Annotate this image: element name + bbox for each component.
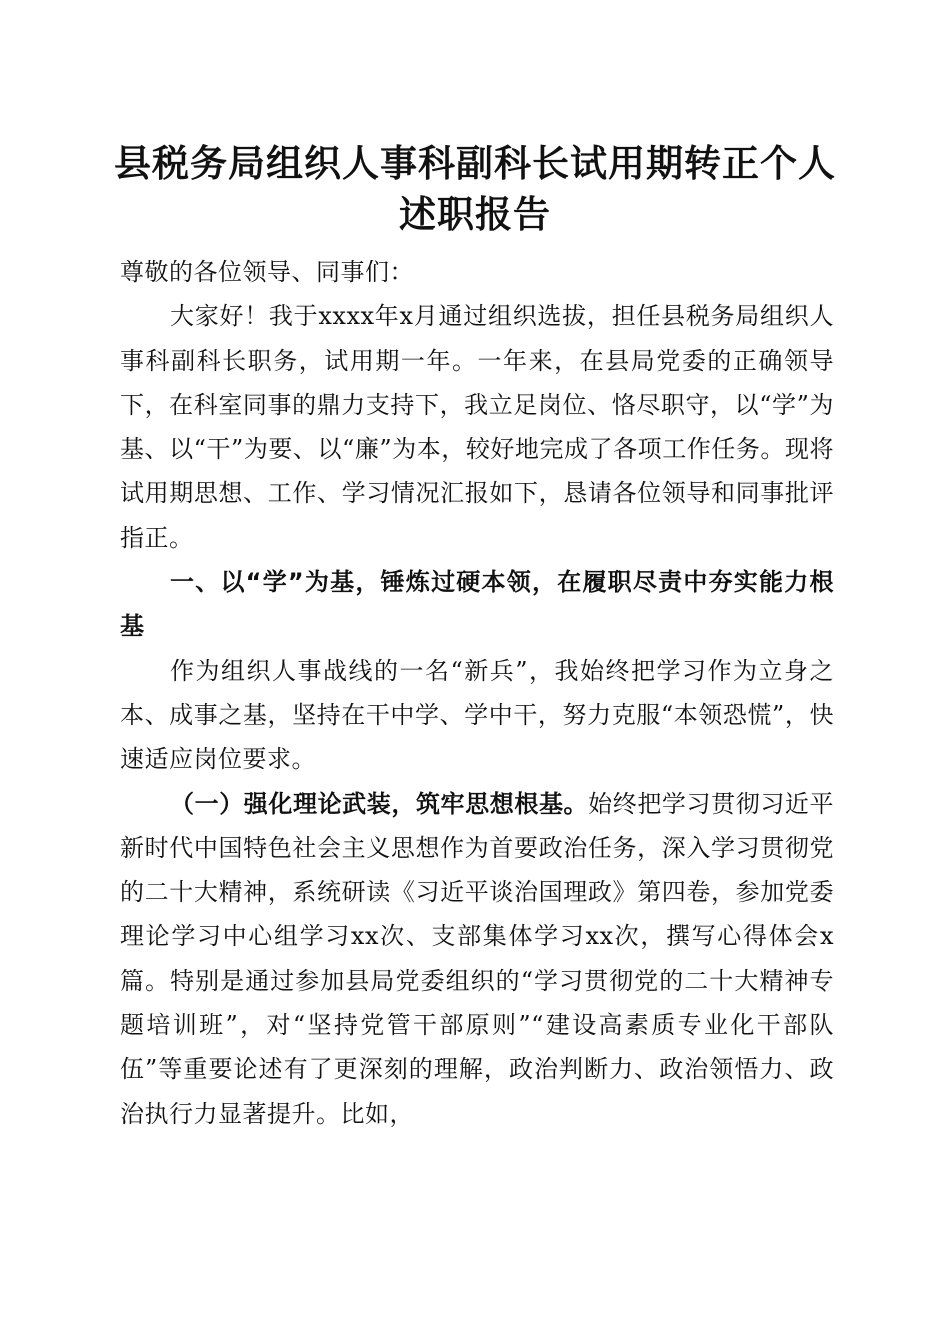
subsection-heading: （一）强化理论武装，筑牢思想根基。 [170, 788, 589, 818]
intro-paragraph: 大家好！我于xxxx年x月通过组织选拔，担任县税务局组织人事科副科长职务，试用期一年。一年来，在县局党委的正确领导下，在科室同事的鼎力支持下，我立足岗位、恪尽职守，以“学”为基、以“干”为要、以“廉”为本，较好地完成了各项工作任务。现将试用期思想、工作、学习情况汇报如下，恳请各位领导和同事批评指正。 [120, 302, 834, 552]
greeting: 尊敬的各位领导、同事们： [120, 258, 414, 286]
subsection-paragraph [120, 782, 834, 1136]
section-intro-paragraph: 作为组织人事战线的一名“新兵”，我始终把学习作为立身之本、成事之基，坚持在干中学、学中干，努力克服“本领恐慌”，快速适应岗位要求。 [120, 656, 834, 774]
document-body [120, 250, 834, 1136]
section-heading: 一、以“学”为基，锤炼过硬本领，在履职尽责中夯实能力根基 [120, 568, 834, 641]
subsection-body: 始终把学习贯彻习近平新时代中国特色社会主义思想作为首要政治任务，深入学习贯彻党的二十大精神，系统研读《习近平谈治国理政》第四卷，参加党委理论学习中心组学习xx次、支部集体学习xx次，撰写心得体会x篇。特别是通过参加县局党委组织的“学习贯彻党的二十大精神专题培训班”，对“坚持党管干部原则”“建设高素质专业化干部队伍”等重要论述有了更深刻的理解，政治判断力、政治领悟力、政治执行力显著提升。比如， [120, 789, 835, 1128]
document-title: 县税务局组织人事科副科长试用期转正个人述职报告 [114, 141, 836, 236]
